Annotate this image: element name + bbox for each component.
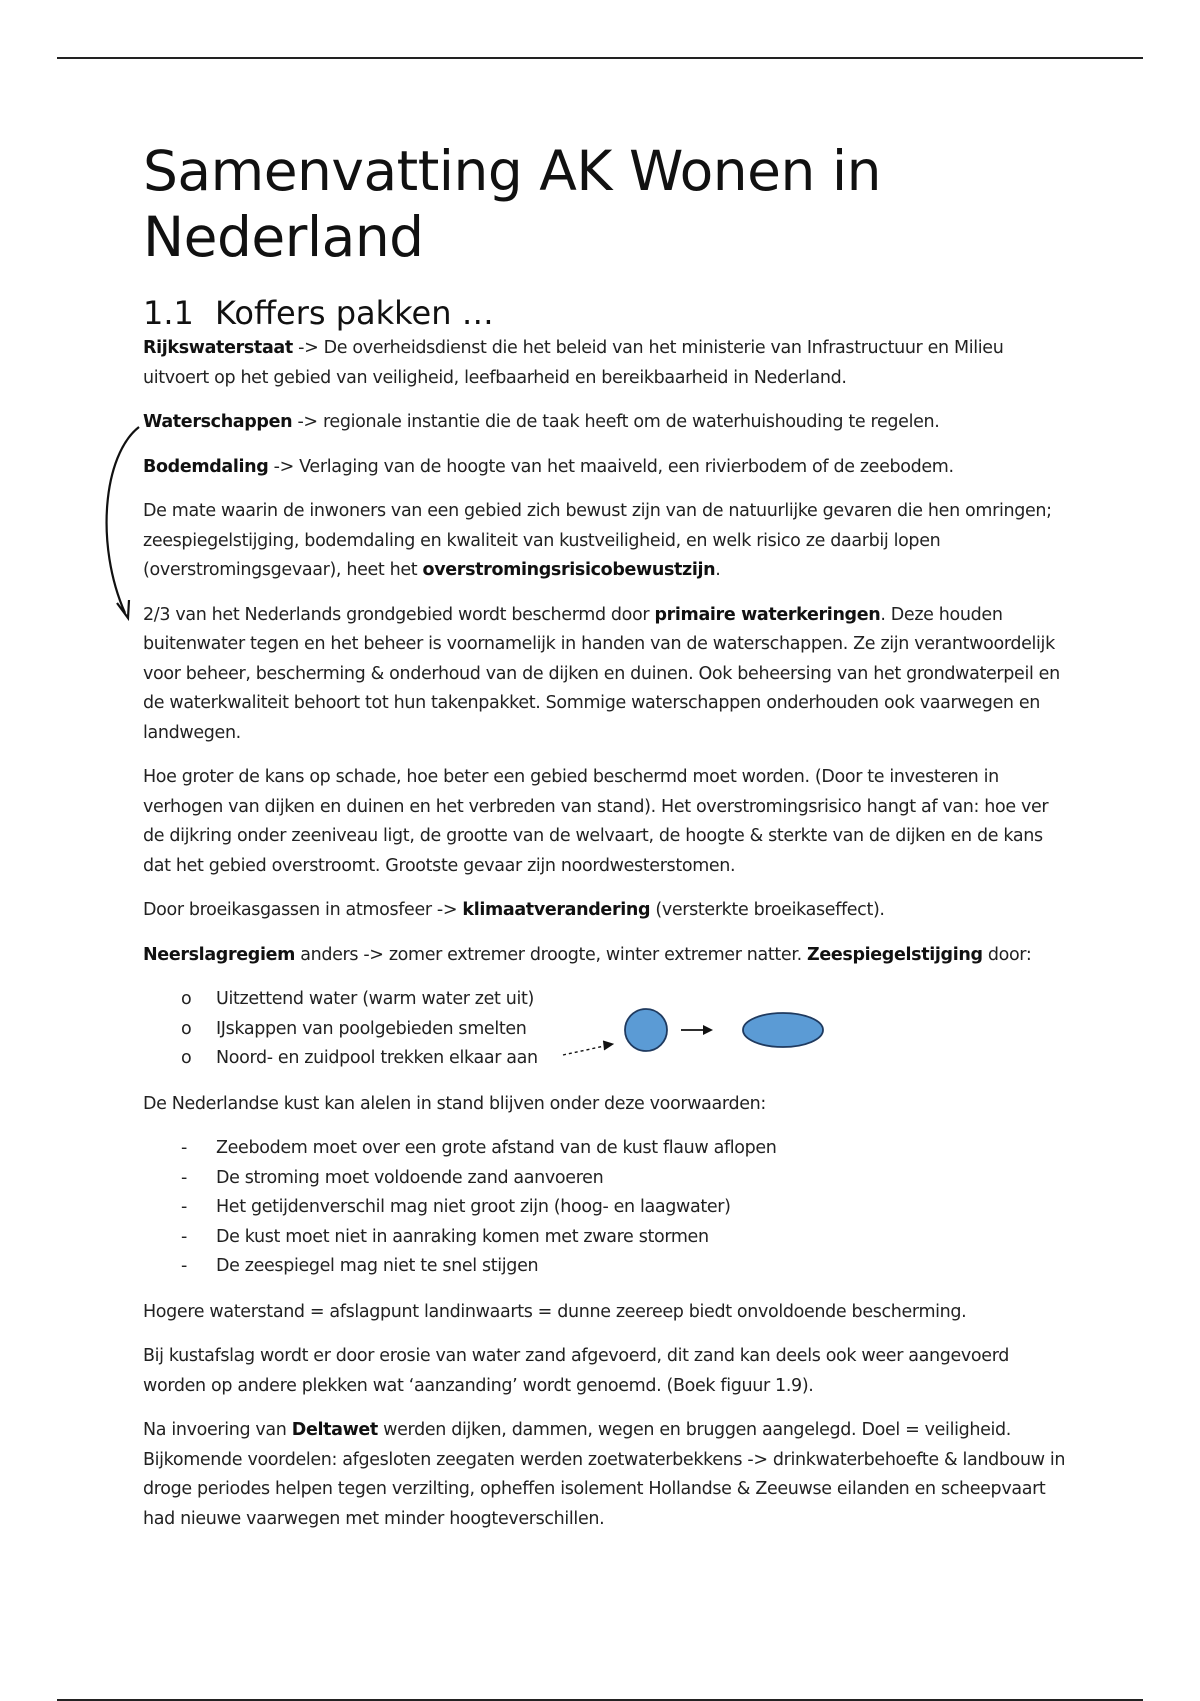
circle-shape [625, 1009, 667, 1051]
curved-arrow-icon [95, 425, 145, 625]
paragraph-text: -> Verlaging van de hoogte van het maaiveld, een rivierbodem of de zeebodem. [268, 456, 954, 477]
paragraph-text: Na invoering van [143, 1420, 292, 1440]
paragraph-kust: De Nederlandse kust kan alelen in stand blijven onder deze voorwaarden: [143, 1093, 766, 1114]
paragraph-risicobewustzijn [143, 497, 1073, 586]
term: Deltawet [291, 1420, 378, 1440]
term: Waterschappen [143, 412, 293, 432]
section-number: 1.1 [143, 294, 194, 332]
paragraph-rijkswaterstaat [143, 334, 1073, 393]
list-item: o Noord- en zuidpool trekken elkaar aan [143, 1044, 1073, 1074]
section-heading [143, 294, 1073, 332]
paragraph-end: door: [982, 944, 1032, 965]
paragraph-text: anders -> zomer extremer droogte, winter extremer natter. [295, 944, 807, 965]
bullet: o [181, 1018, 192, 1039]
document-body [143, 138, 1073, 1549]
paragraph-neerslag [143, 941, 1073, 971]
term: primaire waterkeringen [654, 604, 881, 625]
paragraph-text: De mate waarin de inwoners van een gebied zich bewust zijn van de natuurlijke gevaren die hen omringen; zeespiegelstijging, bodemdaling en kwaliteit van kustveiligheid, en welk risico ze daarbij lopen (overstromingsgevaar), heet het [143, 501, 1052, 580]
bullet: o [181, 1048, 192, 1068]
term: Bodemdaling [143, 456, 269, 477]
paragraph-end: werden dijken, dammen, wegen en bruggen aangelegd. Doel = veiligheid. Bijkomende voordelen: afgesloten zeegaten werden zoetwaterbekkens -> drinkwaterbehoefte & landbouw in droge periodes helpen tegen verzilting, opheffen isolement Hollandse & Zeeuwse eilanden en scheepvaart had nieuwe vaarwegen met minder hoogteverschillen. [143, 1420, 1066, 1529]
list-item: o Uitzettend water (warm water zet uit) [143, 985, 1073, 1015]
list-item: - De kust moet niet in aanraking komen met zware stormen [143, 1223, 1073, 1253]
paragraph-end: . [715, 560, 721, 580]
section-title: Koffers pakken … [215, 294, 494, 332]
paragraph-waterschappen [143, 408, 1073, 438]
paragraph-text: 2/3 van het Nederlands grondgebied wordt beschermd door [143, 604, 655, 625]
circle-list-block [143, 985, 1073, 1074]
bullet: - [181, 1167, 187, 1188]
paragraph-text: -> regionale instantie die de taak heeft om de waterhuishouding te regelen. [292, 412, 940, 432]
term: klimaatverandering [462, 900, 651, 920]
paragraph-end: . Deze houden buitenwater tegen en het beheer is voornamelijk in handen van de waterschappen. Ze zijn verantwoordelijk voor beheer, bescherming & onderhoud van de dijken en duinen. Ook beheersing van het grondwaterpeil en de waterkwaliteit behoort tot hun takenpakket. Sommige waterschappen onderhouden ook vaarwegen en landwegen. [143, 604, 1060, 743]
bullet: - [181, 1256, 187, 1276]
paragraph-deltawet [143, 1416, 1073, 1534]
expansion-diagram [573, 999, 833, 1059]
paragraph-waterkeringen [143, 601, 1073, 749]
paragraph-text: Door broeikasgassen in atmosfeer -> [143, 900, 463, 920]
paragraph-end: (versterkte broeikaseffect). [650, 900, 885, 920]
bullet: - [181, 1226, 187, 1247]
term: Zeespiegelstijging [807, 944, 983, 965]
list-item: - Zeebodem moet over een grote afstand van de kust flauw aflopen [143, 1134, 1073, 1164]
term: Rijkswaterstaat [143, 338, 293, 358]
paragraph-klimaat [143, 896, 1073, 926]
list-item: - De stroming moet voldoende zand aanvoeren [143, 1164, 1073, 1194]
header-rule [57, 57, 1143, 59]
ellipse-shape [743, 1013, 823, 1047]
term: Neerslagregiem [143, 944, 295, 965]
bullet: - [181, 1197, 187, 1217]
list-item: o IJskappen van poolgebieden smelten [143, 1015, 1073, 1045]
list-item: - Het getijdenverschil mag niet groot zijn (hoog- en laagwater) [143, 1193, 1073, 1223]
dash-bullet-list [143, 1134, 1073, 1282]
paragraph-text: -> De overheidsdienst die het beleid van het ministerie van Infrastructuur en Milieu uitvoert op het gebied van veiligheid, leefbaarheid en bereikbaarheid in Nederland. [143, 338, 1004, 388]
bullet: - [181, 1138, 187, 1158]
paragraph-bodemdaling [143, 453, 1073, 483]
paragraph-waterstand: Hogere waterstand = afslagpunt landinwaarts = dunne zeereep biedt onvoldoende bescherming. [143, 1301, 967, 1322]
page-title: Samenvatting AK Wonen in Nederland [143, 139, 881, 269]
list-item: - De zeespiegel mag niet te snel stijgen [143, 1252, 1073, 1282]
paragraph-schade: Hoe groter de kans op schade, hoe beter een gebied beschermd moet worden. (Door te investeren in verhogen van dijken en duinen en het verbreden van stand). Het overstromingsrisico hangt af van: hoe ver de dijkring onder zeeniveau ligt, de grootte van de welvaart, de hoogte & sterkte van de dijken en de kans dat het gebied overstroomt. Grootste gevaar zijn noordwesterstomen. [143, 767, 1049, 876]
paragraph-kustafslag: Bij kustafslag wordt er door erosie van water zand afgevoerd, dit zand kan deels ook weer aangevoerd worden op andere plekken wat ‘aanzanding’ wordt genoemd. (Boek figuur 1.9). [143, 1346, 1010, 1396]
term: overstromingsrisicobewustzijn [422, 560, 716, 580]
bullet: o [181, 989, 192, 1009]
